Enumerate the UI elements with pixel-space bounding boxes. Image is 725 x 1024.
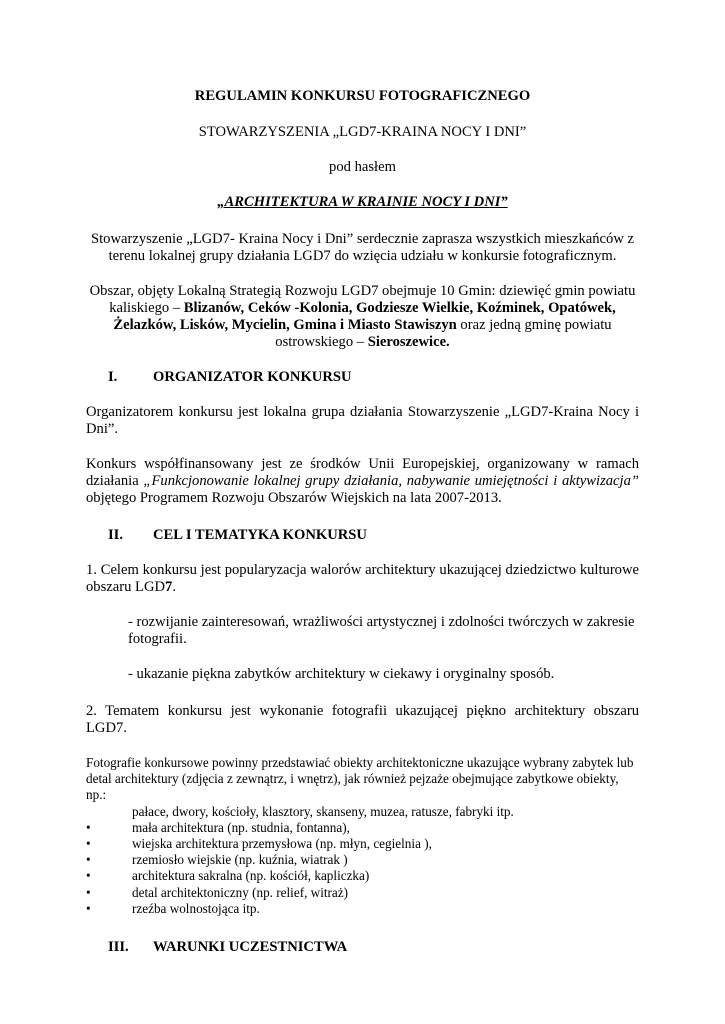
section-1-number: I.	[108, 369, 118, 385]
document-title: REGULAMIN KONKURSU FOTOGRAFICZNEGO	[194, 88, 531, 104]
goal-1-end: .	[172, 579, 176, 595]
photo-example-list	[86, 820, 639, 917]
document-page	[86, 88, 639, 956]
list-item-text: rzeźba wolnostojąca itp.	[132, 900, 260, 916]
section-3-number: III.	[108, 939, 129, 956]
section-2-number: II.	[108, 527, 124, 543]
section-2-title: CEL I TEMATYKA KONKURSU	[153, 527, 367, 543]
bullet-icon: •	[86, 900, 91, 916]
list-item-text: mała architektura (np. studnia, fontanna),	[132, 819, 350, 835]
motto-intro: pod hasłem	[329, 159, 396, 175]
goal-2-paragraph: 2. Tematem konkursu jest wykonanie fotografii ukazującej piękno architektury obszaru LGD7.	[86, 703, 639, 736]
goal-1-lead: 1. Celem konkursu jest popularyzacja walorów architektury ukazującej dziedzictwo kulturowe obszaru LGD	[86, 562, 639, 595]
area-middle: oraz jedną gminę powiatu ostrowskiego –	[275, 317, 612, 350]
section-1-title: ORGANIZATOR KONKURSU	[153, 369, 352, 385]
contest-motto: „ARCHITEKTURA W KRAINIE NOCY I DNI”	[217, 194, 508, 210]
goal-sub-b: - ukazanie piękna zabytków architektury w ciekawy i oryginalny sposób.	[128, 666, 555, 682]
photos-intro: Fotografie konkursowe powinny przedstawiać obiekty architektoniczne ukazujące wybrany zabytek lub detal architektury (zdjęcia z zewnątrz, i wnętrz), jak również pejzaże obejmujące zabytkowe obiekty, np.:	[86, 755, 634, 803]
photo-example-first: pałace, dwory, kościoły, klasztory, skanseny, muzea, ratusze, fabryki itp.	[132, 803, 514, 819]
organizer-paragraph: Organizatorem konkursu jest lokalna grupa działania Stowarzyszenie „LGD7-Kraina Nocy i Dni”.	[86, 404, 639, 437]
goal-1-bold: 7	[165, 579, 173, 595]
funding-tail: objętego Programem Rozwoju Obszarów Wiejskich na lata 2007-2013.	[86, 490, 502, 506]
section-2-heading	[86, 527, 639, 544]
bullet-icon: •	[86, 884, 91, 900]
section-1-heading	[86, 369, 639, 386]
funding-paragraph	[86, 456, 639, 507]
funding-lead: Konkurs współfinansowany jest ze środków Unii Europejskiej, organizowany w ramach działania	[86, 456, 639, 489]
list-item	[86, 820, 639, 836]
list-item	[86, 836, 639, 852]
section-3-title: WARUNKI UCZESTNICTWA	[153, 939, 348, 956]
bullet-icon: •	[86, 852, 91, 868]
organization-name: STOWARZYSZENIA „LGD7-KRAINA NOCY I DNI”	[198, 124, 527, 140]
list-item-text: architektura sakralna (np. kościół, kapliczka)	[132, 868, 370, 884]
ostrow-gmina: Sieroszewice.	[367, 334, 450, 350]
list-item-text: rzemiosło wiejskie (np. kuźnia, wiatrak )	[132, 852, 348, 868]
intro-paragraph: Stowarzyszenie „LGD7- Kraina Nocy i Dni” serdecznie zaprasza wszystkich mieszkańców z terenu lokalnej grupy działania LGD7 do wzięcia udziału w konkursie fotograficznym.	[91, 231, 634, 264]
list-item	[86, 885, 639, 901]
list-item	[86, 852, 639, 868]
funding-action: „Funkcjonowanie lokalnej grupy działania, nabywanie umiejętności i aktywizacja”	[143, 473, 639, 489]
bullet-icon: •	[86, 819, 91, 835]
area-lead: Obszar, objęty Lokalną Strategią Rozwoju LGD7 obejmuje 10 Gmin: dziewięć gmin powiatu kaliskiego –	[89, 283, 636, 316]
goal-sub-a: - rozwijanie zainteresowań, wrażliwości artystycznej i zdolności twórczych w zakresie fotografii.	[128, 614, 635, 647]
list-item-text: detal architektoniczny (np. relief, witraż)	[132, 884, 349, 900]
photo-requirements	[86, 755, 639, 917]
bullet-icon: •	[86, 868, 91, 884]
list-item	[86, 868, 639, 884]
section-3-heading	[86, 939, 639, 956]
area-paragraph	[86, 283, 639, 351]
list-item	[86, 901, 639, 917]
bullet-icon: •	[86, 836, 91, 852]
list-item-text: wiejska architektura przemysłowa (np. młyn, cegielnia ),	[132, 836, 432, 852]
goal-1-paragraph	[86, 562, 639, 596]
kalisz-gminas: Blizanów, Ceków -Kolonia, Godziesze Wielkie, Koźminek, Opatówek, Żelazków, Lisków, Mycielin, Gmina i Miasto Stawiszyn	[113, 300, 616, 333]
